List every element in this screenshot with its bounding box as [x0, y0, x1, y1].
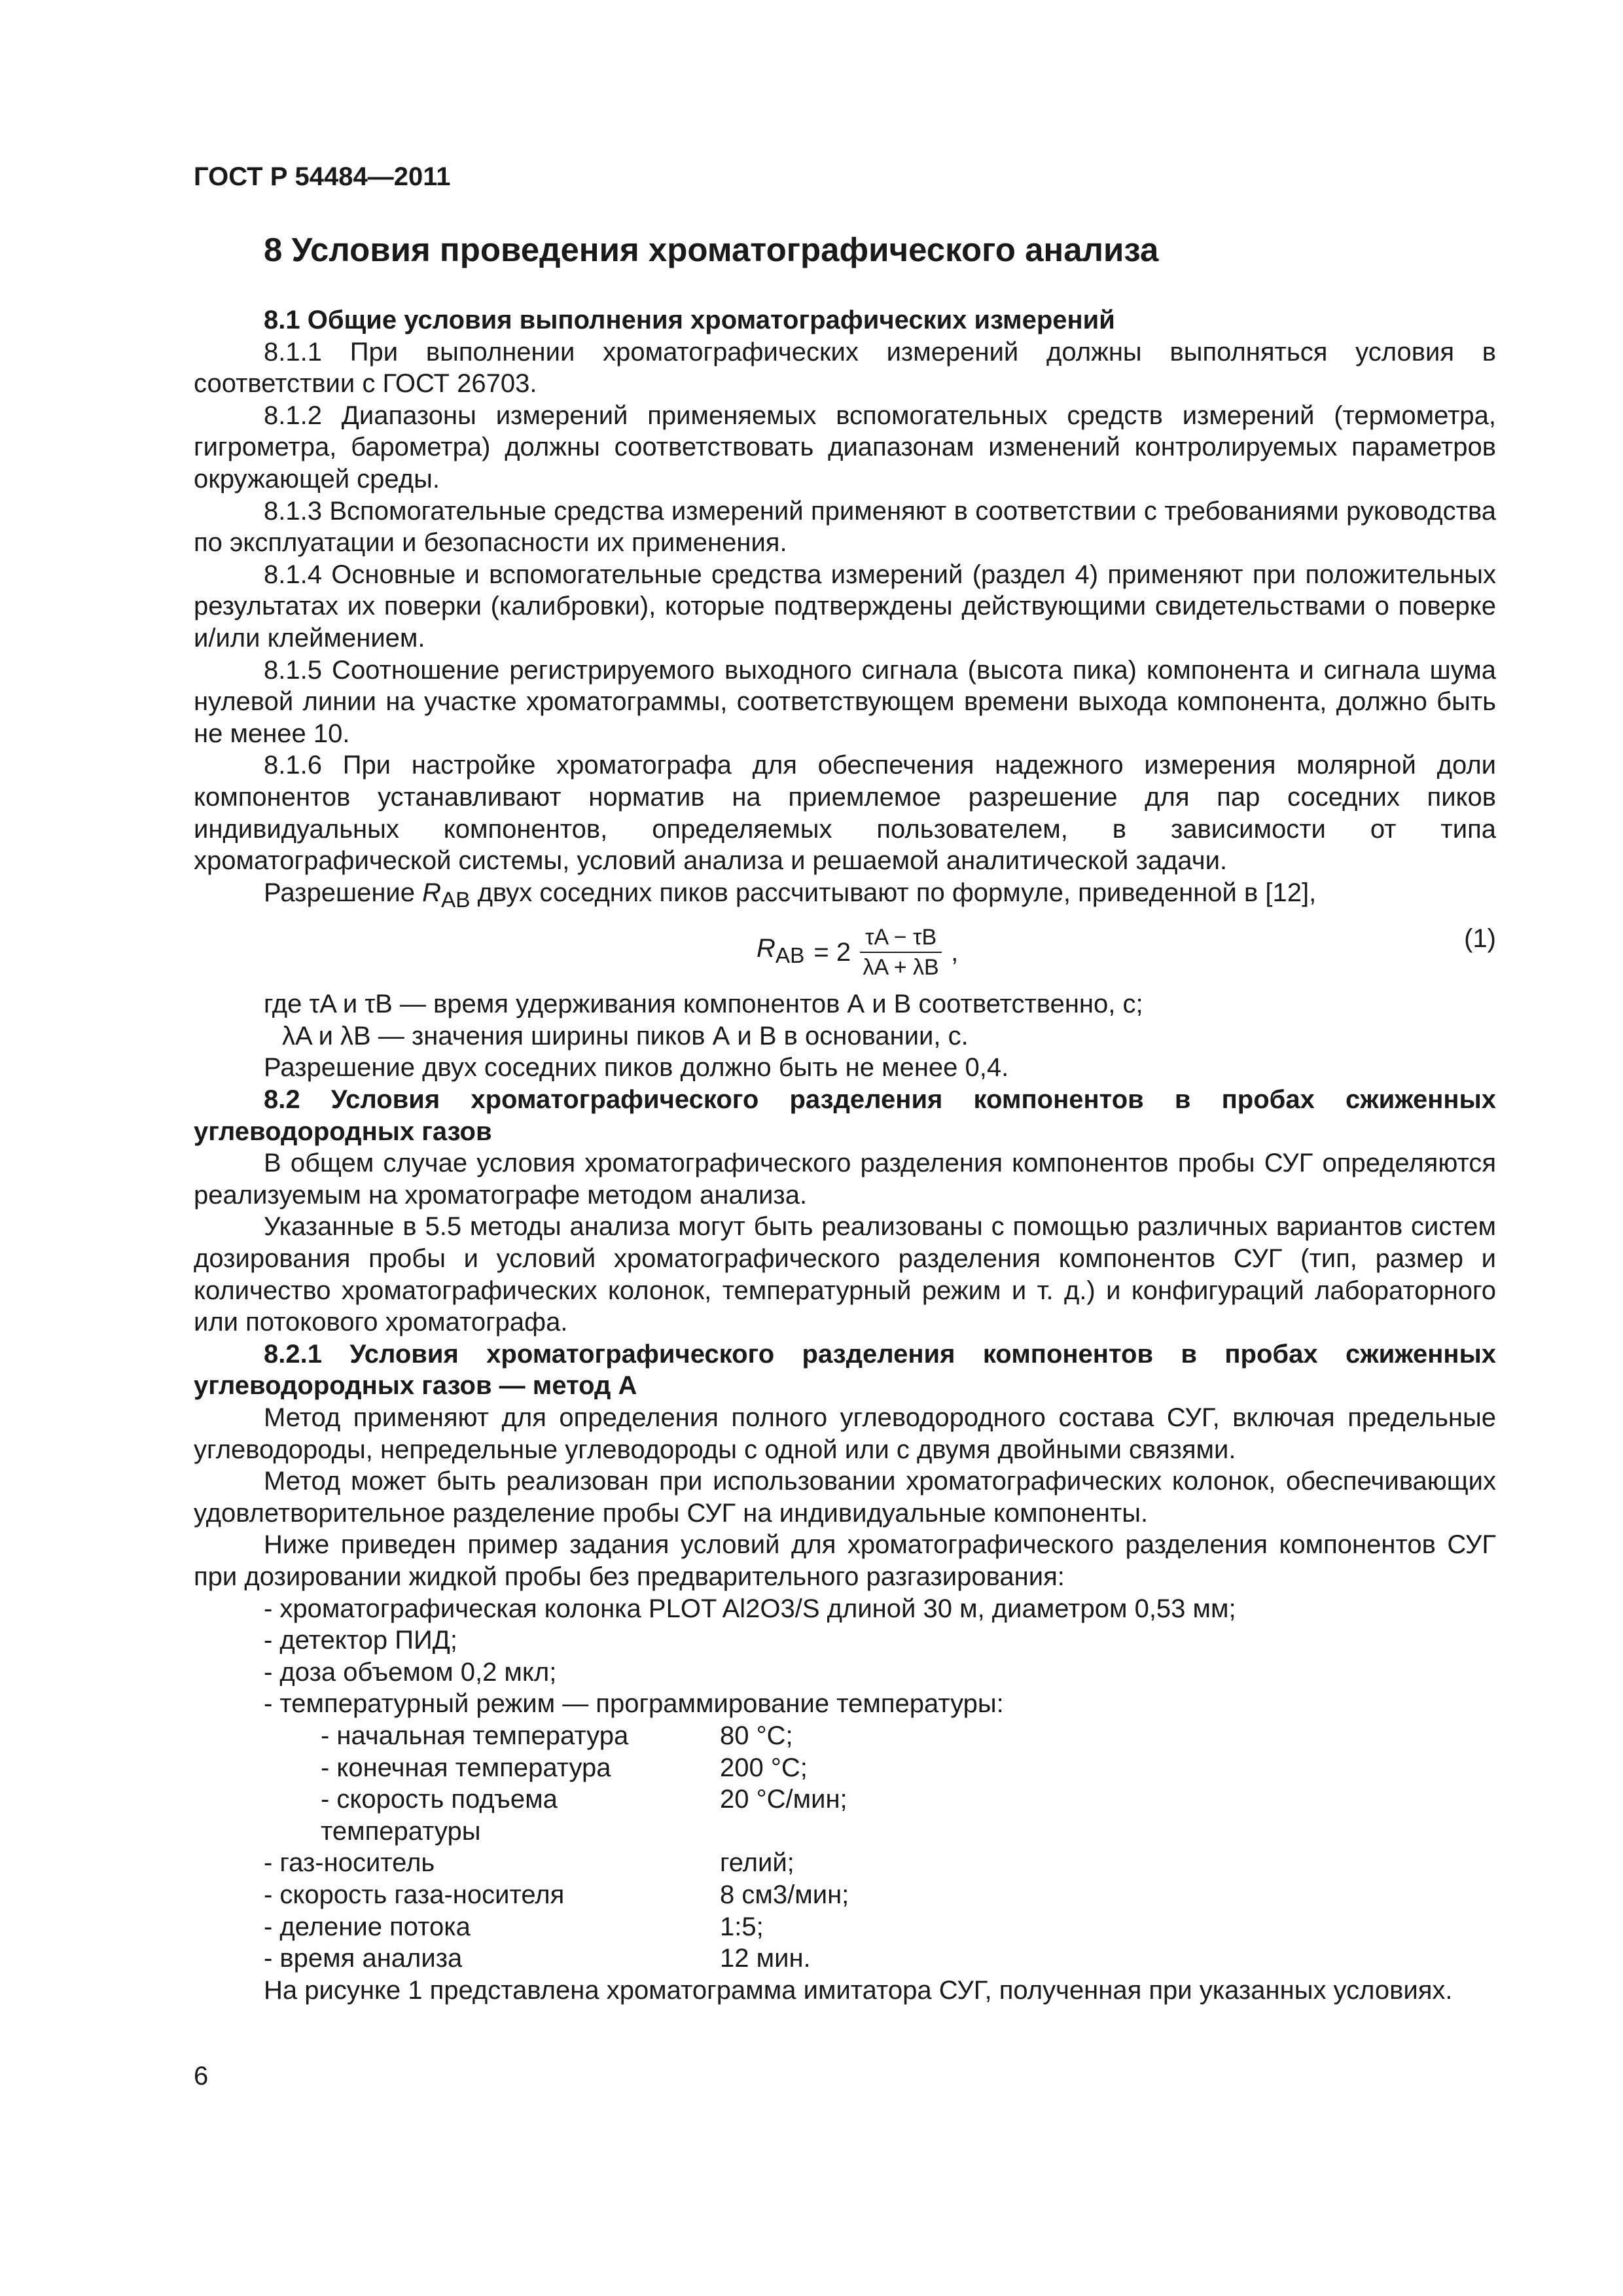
- formula-denominator: λA + λB: [863, 955, 939, 980]
- resolution-text-pre: Разрешение: [264, 878, 423, 907]
- where-tau: τA и τB — время удерживания компонентов А и В соответственно, с;: [309, 990, 1143, 1019]
- formula-body: [757, 916, 958, 988]
- formula-1: [194, 916, 1496, 988]
- param-value: 200 °С;: [720, 1753, 808, 1782]
- resolution-text-post: двух соседних пиков рассчитывают по формуле, приведенной в [12],: [470, 878, 1317, 907]
- formula-where-1: [194, 988, 1496, 1020]
- param-value: 80 °С;: [720, 1721, 793, 1750]
- subsection-heading-8-2: 8.2 Условия хроматографического разделения компонентов в пробах сжиженных углеводородных газов: [194, 1085, 1496, 1146]
- formula-equals: = 2: [813, 937, 851, 967]
- param-row: [194, 1911, 1496, 1943]
- param-name: - скорость подъема температуры: [321, 1785, 558, 1846]
- param-value: гелий;: [720, 1848, 794, 1878]
- paragraph-method-a-2: Метод может быть реализован при использовании хроматографических колонок, обеспечивающих удовлетворительное разделение пробы СУГ на индивидуальные компоненты.: [194, 1467, 1496, 1528]
- param-value: 12 мин.: [720, 1944, 811, 1973]
- resolution-symbol: R: [422, 878, 441, 907]
- param-value: 20 °С/мин;: [720, 1785, 847, 1814]
- equation-number: (1): [1464, 924, 1496, 954]
- paragraph-8-2-2: Указанные в 5.5 методы анализа могут быть реализованы с помощью различных вариантов систем дозирования пробы и условий хроматографического разделения компонентов СУГ (тип, размер и количество хроматографических колонок, температурный режим и т. д.) и конфигураций лабораторного или потокового хроматографа.: [194, 1212, 1496, 1337]
- paragraph-8-2-1: В общем случае условия хроматографического разделения компонентов пробы СУГ определяются реализуемым на хроматографе методом анализа.: [194, 1149, 1496, 1210]
- list-item-dose: - доза объемом 0,2 мкл;: [264, 1657, 557, 1687]
- list-item-temp-mode: - температурный режим — программирование температуры:: [264, 1689, 1004, 1719]
- param-row: [194, 1784, 1496, 1847]
- paragraph-8-1-5: 8.1.5 Соотношение регистрируемого выходного сигнала (высота пика) компонента и сигнала шума нулевой линии на участке хроматограммы, соответствующем времени выхода компонента, должно быть не менее 10.: [194, 655, 1496, 748]
- param-value: 8 см3/мин;: [720, 1880, 849, 1909]
- paragraph-resolution: [194, 877, 1496, 917]
- formula-fraction: [860, 924, 942, 980]
- param-row: [194, 1943, 1496, 1975]
- page-number: 6: [194, 2062, 209, 2090]
- paragraph-8-1-6: 8.1.6 При настройке хроматографа для обеспечения надежного измерения молярной доли компонентов устанавливают норматив на приемлемое разрешение для пар соседних пиков индивидуальных компонентов, определяемых пользователем, в зависимости от типа хроматографической системы, условий анализа и решаемой аналитической задачи.: [194, 751, 1496, 876]
- paragraph-resolution-min: Разрешение двух соседних пиков должно быть не менее 0,4.: [264, 1053, 1009, 1083]
- subsection-heading-8-1: 8.1 Общие условия выполнения хроматографических измерений: [264, 306, 1115, 334]
- param-row: [194, 1720, 1496, 1752]
- subsection-heading-8-2-1: 8.2.1 Условия хроматографического разделения компонентов в пробах сжиженных углеводородных газов — метод А: [194, 1339, 1496, 1401]
- document-id: ГОСТ Р 54484—2011: [194, 162, 451, 191]
- where-prefix: где: [264, 990, 310, 1019]
- formula-lhs: [757, 933, 804, 973]
- paragraph-8-1-3: 8.1.3 Вспомогательные средства измерений применяют в соответствии с требованиями руководства по эксплуатации и безопасности их применения.: [194, 496, 1496, 558]
- resolution-symbol-sub: AB: [441, 888, 471, 912]
- paragraph-method-a-3: Ниже приведен пример задания условий для хроматографического разделения компонентов СУГ при дозировании жидкой пробы без предварительного разгазирования:: [194, 1530, 1496, 1591]
- paragraph-8-1-1: 8.1.1 При выполнении хроматографических измерений должны выполняться условия в соответствии с ГОСТ 26703.: [194, 337, 1496, 399]
- formula-lhs-sub: AB: [775, 943, 805, 968]
- paragraph-8-1-2: 8.1.2 Диапазоны измерений применяемых вспомогательных средств измерений (термометра, гигрометра, барометра) должны соответствовать диапазонам изменений контролируемых параметров окружающей среды.: [194, 401, 1496, 493]
- param-name: - время анализа: [264, 1944, 463, 1973]
- param-row: [194, 1752, 1496, 1784]
- page-content: [194, 304, 1496, 2006]
- list-item-column: - хроматографическая колонка PLOT Al2O3/S длиной 30 м, диаметром 0,53 мм;: [264, 1594, 1236, 1623]
- paragraph-8-1-4: 8.1.4 Основные и вспомогательные средства измерений (раздел 4) применяют при положительных результатах их поверки (калибровки), которые подтверждены действующими свидетельствами о поверке и/или клеймением.: [194, 560, 1496, 653]
- param-name: - конечная температура: [321, 1753, 611, 1782]
- paragraph-figure-ref: На рисунке 1 представлена хроматограмма имитатора СУГ, полученная при указанных условиях.: [264, 1975, 1453, 2005]
- param-row: [194, 1879, 1496, 1911]
- section-title: 8 Условия проведения хроматографического анализа: [264, 231, 1159, 268]
- formula-lhs-symbol: R: [757, 933, 776, 963]
- formula-numerator: τA − τB: [860, 924, 942, 953]
- param-row: [194, 1847, 1496, 1879]
- param-name: - деление потока: [264, 1912, 471, 1941]
- formula-comma: ,: [951, 937, 959, 967]
- param-name: - скорость газа-носителя: [264, 1880, 565, 1909]
- param-value: 1:5;: [720, 1912, 764, 1941]
- formula-where-2: λA и λB — значения ширины пиков А и В в основании, с.: [282, 1021, 969, 1050]
- paragraph-method-a-1: Метод применяют для определения полного углеводородного состава СУГ, включая предельные углеводороды, непредельные углеводороды с одной или с двумя двойными связями.: [194, 1403, 1496, 1464]
- param-name: - начальная температура: [321, 1721, 629, 1750]
- list-item-detector: - детектор ПИД;: [264, 1626, 457, 1655]
- param-name: - газ-носитель: [264, 1848, 435, 1878]
